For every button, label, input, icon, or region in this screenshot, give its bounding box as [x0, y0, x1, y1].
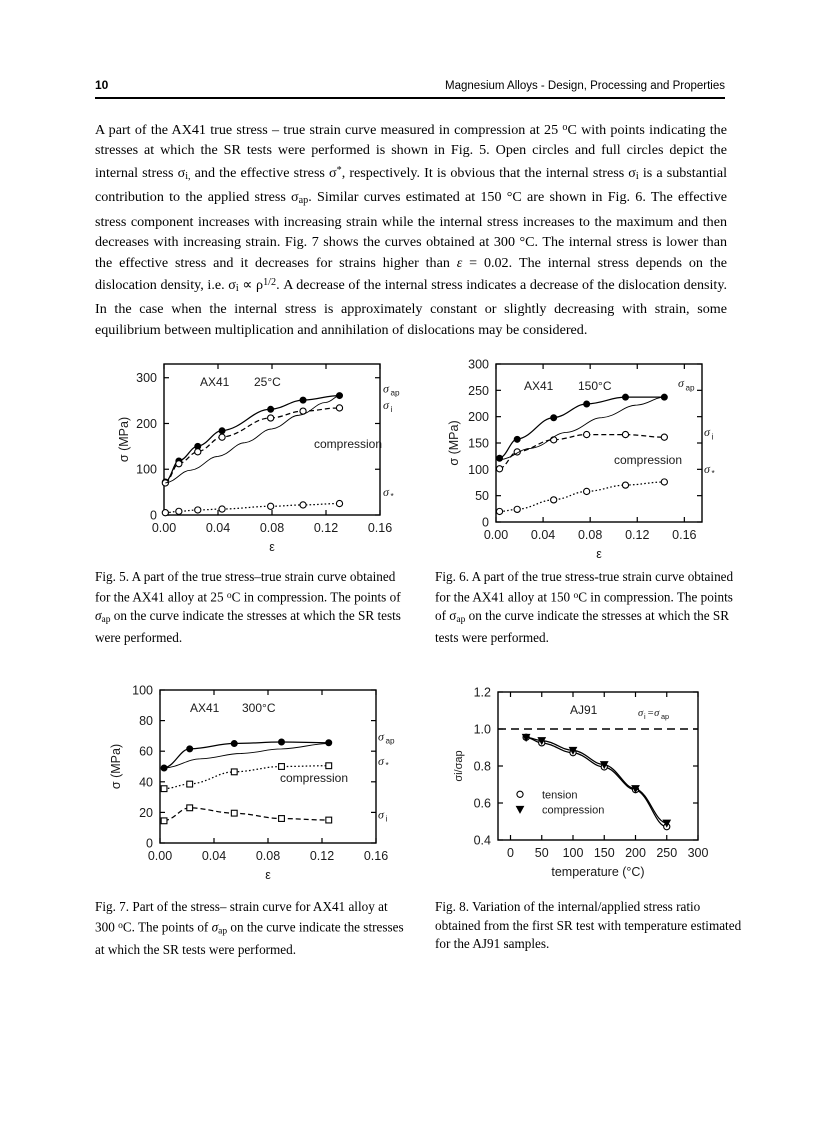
svg-text:σ: σ — [383, 381, 389, 396]
data-point — [176, 461, 182, 467]
data-point — [551, 497, 557, 503]
svg-text:σi/σap: σi/σap — [453, 750, 465, 782]
y-tick-label: 100 — [468, 462, 489, 477]
label-sigma-ap — [378, 729, 395, 745]
data-point — [661, 479, 667, 485]
y-tick-label: 1.2 — [473, 685, 491, 700]
data-point — [231, 810, 237, 816]
y-tick-label: 0 — [482, 515, 489, 530]
data-point — [496, 466, 502, 472]
page-number: 10 — [95, 78, 109, 92]
data-point — [219, 428, 225, 434]
figure-6-caption: Fig. 6. A part of the true stress-true strain curve obtained for the AX41 alloy at 150 $^o$C in compression. The points of $\sigma_{ap}$ on the curve indicate the stresses at which the SR tests were performed. — [435, 569, 734, 646]
data-point — [278, 739, 284, 745]
data-point — [551, 437, 557, 443]
y-tick-label: 300 — [136, 371, 157, 386]
figure-6-svg — [440, 352, 740, 562]
y-tick-label: 1.0 — [473, 722, 491, 737]
alloy-label: AX41 — [524, 379, 554, 393]
y-axis-label: σ (MPa) — [109, 743, 123, 790]
figure-8-caption: Fig. 8. Variation of the internal/applied stress ratio obtained from the first SR test with temperature estimated for the AJ91 samples. — [435, 899, 742, 952]
x-tick-label: 0.04 — [205, 521, 231, 535]
data-point — [195, 507, 201, 513]
data-point — [496, 508, 502, 514]
y-tick-label: 100 — [132, 683, 153, 698]
x-tick-label: 0.08 — [255, 849, 281, 863]
data-point — [584, 401, 590, 407]
y-axis-label: σ (MPa) — [117, 416, 131, 463]
x-axis-label: ε — [269, 540, 275, 554]
svg-text:ap: ap — [385, 736, 395, 746]
svg-text:σ: σ — [378, 807, 384, 822]
data-point — [219, 434, 225, 440]
x-tick-label: 0.08 — [577, 528, 603, 542]
x-tick-label: 0.16 — [672, 528, 697, 542]
label-sigma-star — [704, 462, 715, 478]
data-point — [195, 449, 201, 455]
data-point — [622, 482, 628, 488]
data-point — [268, 503, 274, 509]
y-tick-label: 60 — [139, 744, 153, 759]
x-tick-label: 0.12 — [625, 528, 650, 542]
data-point — [584, 431, 590, 437]
x-tick-label: 300 — [687, 846, 709, 860]
x-tick-label: 0.16 — [367, 521, 393, 535]
y-tick-label: 0.8 — [473, 759, 491, 774]
y-tick-label: 0.6 — [473, 796, 491, 811]
page-header — [95, 78, 725, 92]
temperature-label: 300°C — [242, 701, 276, 715]
y-tick-label: 300 — [468, 357, 489, 372]
svg-text:σ: σ — [638, 708, 644, 719]
mode-label: compression — [314, 437, 383, 451]
data-point — [584, 488, 590, 494]
data-point — [279, 764, 285, 770]
temperature-label: 25°C — [254, 375, 281, 389]
data-point — [231, 740, 237, 746]
data-point — [326, 817, 332, 823]
data-point — [268, 415, 274, 421]
y-axis-label: σ (MPa) — [447, 420, 461, 466]
running-title: Magnesium Alloys - Design, Processing and Properties — [445, 80, 725, 92]
y-tick-label: 100 — [136, 462, 157, 477]
x-tick-label: 200 — [625, 846, 646, 860]
data-point — [661, 434, 667, 440]
data-point — [514, 436, 520, 442]
y-tick-label: 40 — [139, 775, 153, 790]
data-point — [268, 406, 274, 412]
figure-8-svg — [440, 678, 740, 890]
data-point — [300, 397, 306, 403]
x-tick-label: 0 — [507, 846, 514, 860]
x-tick-label: 250 — [656, 846, 678, 860]
data-point — [336, 500, 342, 506]
body-paragraph: A part of the AX41 true stress – true strain curve measured in compression at 25 $^o$C with points indicating the stresses at which the SR tests were performed is shown in Fig. 5. Open circles and full circles depict the internal stress $\sigma_{i,}$ and the effective stress σ*, respectively. It is obvious that the internal stress $\sigma_i$ is a substantial contribution to the applied stress $\sigma_{ap}$. Similar curves estimated at 150 °C are shown in Fig. 6. The effective stress component increases with increasing strain while the internal stress increases to the maximum and then decreases with increasing strain. Fig. 7 shows the curves obtained at 300 °C. The internal stress is lower than the effective stress and it decreases for strains higher than ε = 0.02. The internal stress depends on the dislocation density, i.e. $\sigma_i \propto \rho^{1/2}$. A decrease of the internal stress indicates a decrease of the dislocation density. In the case when the internal stress is approximately constant or slightly decreasing with strain, some equilibrium between multiplication and annihilation of dislocations may be considered. — [95, 121, 727, 338]
svg-text:i: i — [644, 712, 646, 721]
y-axis-label — [453, 750, 465, 781]
x-tick-label: 100 — [562, 846, 584, 860]
figure-5-chart — [108, 352, 408, 562]
data-point — [161, 786, 167, 792]
y-tick-label: 0.4 — [473, 833, 491, 848]
y-tick-label: 200 — [136, 416, 157, 431]
y-tick-label: 80 — [139, 714, 153, 729]
svg-text:=σ: =σ — [647, 708, 660, 719]
svg-text:ap: ap — [390, 388, 400, 398]
svg-text:σ: σ — [678, 376, 684, 391]
svg-text:σ: σ — [378, 729, 384, 744]
y-tick-label: 20 — [139, 805, 153, 820]
svg-text:*: * — [385, 761, 389, 771]
figure-6-chart — [440, 352, 740, 562]
data-point — [622, 394, 628, 400]
data-point — [187, 746, 193, 752]
x-tick-label: 0.08 — [259, 521, 285, 535]
figure-8-chart — [440, 678, 740, 890]
figure-5-svg — [108, 352, 408, 562]
x-tick-label: 0.04 — [530, 528, 556, 542]
data-point — [187, 781, 193, 787]
data-point — [187, 805, 193, 811]
x-tick-label: 0.00 — [151, 521, 177, 535]
x-tick-label: 0.04 — [201, 849, 227, 863]
x-axis-label: temperature (°C) — [551, 865, 645, 879]
x-axis-label: ε — [596, 547, 602, 561]
x-tick-label: 0.00 — [147, 849, 173, 863]
header-divider — [95, 97, 725, 99]
data-point — [219, 506, 225, 512]
y-tick-label: 50 — [475, 489, 489, 504]
x-axis-label: ε — [265, 868, 271, 882]
y-tick-label: 150 — [468, 436, 489, 451]
figure-7-caption: Fig. 7. Part of the stress– strain curve for AX41 alloy at 300 $^o$C. The points of $\sigma_{ap}$ on the curve indicate the stresses at which the SR tests were performed. — [95, 899, 404, 957]
svg-text:*: * — [711, 469, 715, 479]
svg-text:σ: σ — [383, 484, 389, 499]
mode-label: compression — [280, 771, 349, 785]
x-tick-label: 0.00 — [483, 528, 509, 542]
data-point — [162, 510, 168, 516]
x-tick-label: 50 — [534, 846, 549, 860]
data-point — [326, 740, 332, 746]
alloy-label: AJ91 — [570, 703, 598, 717]
x-tick-label: 0.16 — [363, 849, 389, 863]
data-point — [496, 455, 502, 461]
y-tick-label: 200 — [468, 410, 489, 425]
label-sigma-i — [383, 398, 392, 414]
y-tick-label: 0 — [146, 836, 153, 851]
figure-7-svg — [100, 678, 400, 890]
y-tick-label: 0 — [150, 508, 157, 523]
legend-label-compression: compression — [542, 804, 605, 817]
figure-5-caption: Fig. 5. A part of the true stress–true strain curve obtained for the AX41 alloy at 25 $^o$C in compression. The points of $\sigma_{ap}$ on the curve indicate the stresses at which the SR tests were performed. — [95, 569, 401, 646]
data-point — [279, 816, 285, 822]
svg-text:σ: σ — [704, 425, 710, 440]
label-sigma-i — [704, 425, 713, 441]
label-sigma-star — [378, 754, 389, 770]
x-tick-label: 0.12 — [309, 849, 335, 863]
data-point — [622, 431, 628, 437]
x-tick-label: 0.12 — [313, 521, 339, 535]
svg-text:σ: σ — [383, 397, 389, 412]
mode-label: compression — [614, 453, 683, 467]
data-point — [161, 818, 167, 824]
data-point — [326, 763, 332, 769]
svg-text:ap: ap — [661, 712, 670, 721]
svg-text:i: i — [385, 814, 388, 824]
figure-7-chart — [100, 678, 400, 890]
svg-text:σ: σ — [378, 753, 384, 768]
data-point — [514, 506, 520, 512]
label-sigma-i — [378, 808, 387, 824]
svg-text:σ: σ — [704, 462, 710, 477]
svg-text:ap: ap — [685, 383, 695, 393]
data-point — [336, 405, 342, 411]
alloy-label: AX41 — [200, 375, 230, 389]
svg-text:i: i — [390, 404, 393, 414]
x-tick-label: 150 — [593, 846, 615, 860]
data-point — [551, 415, 557, 421]
data-point — [176, 508, 182, 514]
temperature-label: 150°C — [578, 379, 612, 393]
data-point — [300, 502, 306, 508]
legend-label-tension: tension — [542, 789, 578, 802]
y-tick-label: 250 — [468, 383, 489, 398]
svg-text:i: i — [711, 432, 714, 442]
alloy-label: AX41 — [190, 701, 220, 715]
label-sigma-star — [383, 485, 394, 501]
label-sigma-ap — [383, 381, 400, 397]
legend-marker-tension — [517, 791, 523, 797]
svg-text:*: * — [390, 491, 394, 501]
data-point — [231, 769, 237, 775]
